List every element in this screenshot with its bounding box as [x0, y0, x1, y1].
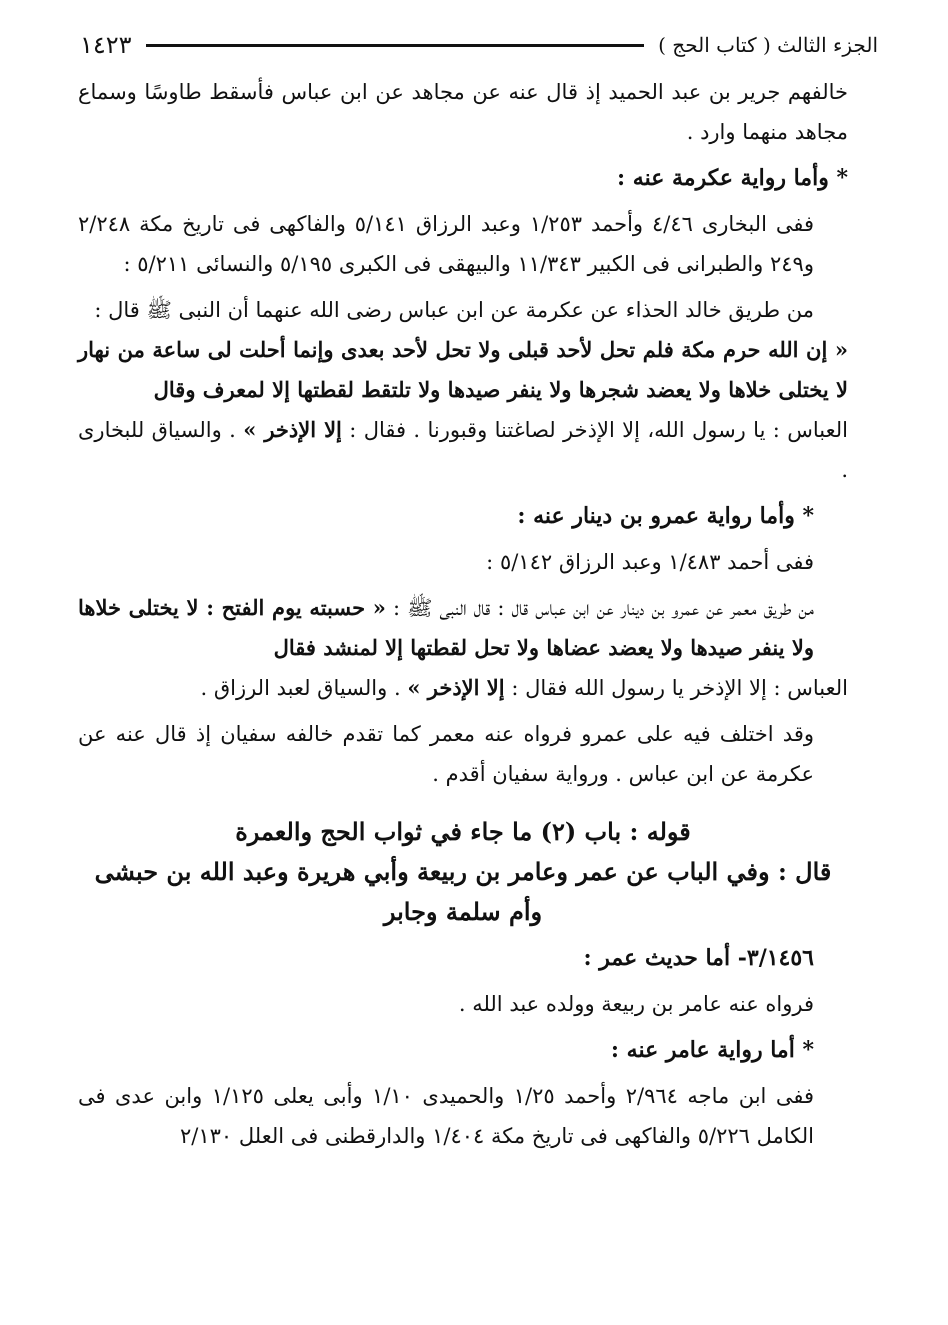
qala-statement: قال : وفي الباب عن عمر وعامر بن ربيعة وأبي هريرة وعبد الله بن حبشى وأم سلمة وجابر	[94, 857, 832, 926]
paragraph-ikrima-tail	[78, 410, 848, 490]
heading-amir: * أما رواية عامر عنه :	[610, 1037, 814, 1063]
heading-ikrima: * وأما رواية عكرمة عنه :	[617, 165, 848, 191]
paragraph-ikrima-chain: من طريق خالد الحذاء عن عكرمة عن ابن عباس رضى الله عنهما أن النبى ﷺ قال :	[94, 298, 814, 322]
paragraph-amr-chain	[78, 588, 848, 668]
page-number: ١٤٢٣	[80, 31, 132, 59]
paragraph-ikrima-sources: ففى البخارى ٤/٤٦ وأحمد ١/٢٥٣ وعبد الرزاق ٥/١٤١ والفاكهى فى تاريخ مكة ٢/٢٤٨ و٢٤٩ والطبرانى فى الكبير ١١/٣٤٣ والبيهقى فى الكبرى ٥/١٩٥ والنسائى ٥/٢١١ :	[78, 212, 814, 276]
amr-tail-text: العباس : إلا الإذخر يا رسول الله فقال :	[511, 676, 848, 700]
page-body	[78, 72, 848, 1156]
heading-amr: * وأما رواية عمرو بن دينار عنه :	[517, 503, 814, 529]
paragraph-amr-tail	[78, 668, 848, 708]
ikrima-tail-bold: إلا الإذخر »	[243, 417, 342, 442]
paragraph-amir: ففى ابن ماجه ٢/٩٦٤ وأحمد ١/٢٥ والحميدى ١/١٠ وأبى يعلى ١/١٢٥ وابن عدى فى الكامل ٥/٢٢٦ والفاكهى فى تاريخ مكة ١/٤٠٤ والدارقطنى فى العلل ٢/١٣٠	[78, 1084, 815, 1148]
running-title: الجزء الثالث ( كتاب الحج )	[658, 33, 878, 57]
header-rule	[146, 44, 645, 47]
paragraph-ikhtilaf: وقد اختلف فيه على عمرو فرواه عنه معمر كما تقدم خالفه سفيان إذ قال عنه عن عكرمة عن ابن عباس . ورواية سفيان أقدم .	[78, 722, 814, 786]
chapter-title: قوله : باب (٢) ما جاء في ثواب الحج والعمرة	[235, 817, 691, 846]
paragraph-jarir: خالفهم جرير بن عبد الحميد إذ قال عنه عن مجاهد عن ابن عباس فأسقط طاوسًا وسماع مجاهد منهما وارد .	[78, 80, 848, 144]
paragraph-ikrima-matn: « إن الله حرم مكة فلم تحل لأحد قبلى ولا تحل لأحد بعدى وإنما أحلت لى ساعة من نهار لا يختلى خلاها ولا يعضد شجرها ولا ينفر صيدها ولا تلتقط لقطتها إلا لمعرف وقال	[78, 337, 848, 402]
heading-umar: ٣/١٤٥٦- أما حديث عمر :	[583, 945, 814, 971]
paragraph-amr-sources: ففى أحمد ١/٤٨٣ وعبد الرزاق ٥/١٤٢ :	[486, 550, 814, 574]
ikrima-tail-text: العباس : يا رسول الله، إلا الإذخر لصاغتنا وقبورنا . فقال :	[349, 418, 848, 442]
amr-chain-text: من طريق معمر عن عمرو بن دينار عن ابن عباس قال : قال النبى ﷺ :	[392, 596, 814, 620]
ikrima-tail-end: . والسياق للبخارى .	[78, 418, 848, 482]
paragraph-umar: فرواه عنه عامر بن ربيعة وولده عبد الله .	[458, 992, 814, 1016]
amr-matn: « حسبته يوم الفتح : لا يختلى خلاها ولا ينفر صيدها ولا يعضد عضاها ولا تحل لقطتها إلا لمنشد فقال	[78, 595, 814, 660]
amr-tail-end: . والسياق لعبد الرزاق .	[200, 676, 401, 700]
amr-tail-bold: إلا الإذخر »	[407, 675, 505, 700]
page-header	[80, 28, 878, 62]
